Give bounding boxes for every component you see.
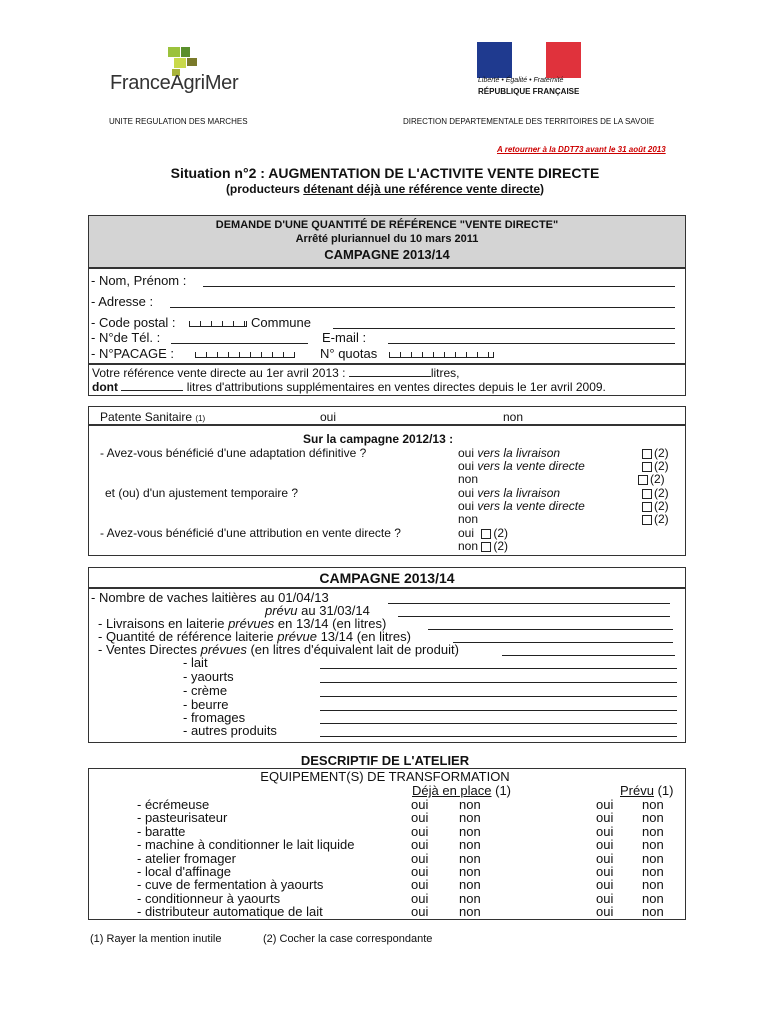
- prevu-non[interactable]: non: [642, 823, 664, 839]
- deja-oui[interactable]: oui: [411, 823, 429, 839]
- deja-non[interactable]: non: [459, 877, 481, 893]
- product-autres: - autres produits: [183, 723, 277, 738]
- prevu-oui[interactable]: oui: [596, 877, 614, 893]
- prevu-non[interactable]: non: [642, 837, 664, 853]
- product-lait: - lait: [183, 655, 208, 670]
- pacage-field[interactable]: [195, 352, 295, 358]
- return-note: A retourner à la DDT73 avant le 31 août 2013: [497, 145, 666, 154]
- footnote-2: (2) Cocher la case correspondante: [263, 933, 433, 945]
- atelier-subheading: EQUIPEMENT(S) DE TRANSFORMATION: [260, 769, 510, 784]
- vaches-field[interactable]: [388, 590, 670, 604]
- equipment-label: - conditionneur à yaourts: [137, 890, 281, 906]
- deja-oui[interactable]: oui: [411, 850, 429, 866]
- rep-motto: Liberté • Égalité • Fraternité: [478, 77, 564, 84]
- prevu-non[interactable]: non: [642, 810, 664, 826]
- email-label: E-mail :: [322, 330, 367, 345]
- address-field[interactable]: [170, 294, 675, 308]
- deja-non[interactable]: non: [459, 797, 481, 812]
- q3-oui[interactable]: oui (2): [458, 526, 509, 540]
- livraisons-label: - Livraisons en laiterie prévues en 13/14 (en litres): [98, 616, 387, 631]
- franceagrimer-wordmark: FranceAgriMer: [110, 72, 239, 94]
- deja-oui[interactable]: oui: [411, 837, 429, 853]
- right-unit: DIRECTION DEPARTEMENTALE DES TERRITOIRES DE LA SAVOIE: [403, 117, 655, 126]
- q-ajustement: et (ou) d'un ajustement temporaire ?: [105, 486, 299, 500]
- q1-cb2[interactable]: (2): [642, 459, 669, 473]
- q-adaptation: - Avez-vous bénéficié d'une adaptation définitive ?: [100, 446, 367, 460]
- prevu-non[interactable]: non: [642, 877, 664, 893]
- vaches-prevu-field[interactable]: [398, 603, 670, 617]
- quotas-field[interactable]: [389, 352, 494, 358]
- q2-oui-vente[interactable]: oui vers la vente directe: [458, 499, 585, 513]
- postal-field[interactable]: [189, 321, 247, 327]
- page-subtitle: (producteurs détenant déjà une référence vente directe): [225, 182, 545, 196]
- deja-oui[interactable]: oui: [411, 904, 429, 920]
- left-unit: UNITE REGULATION DES MARCHES: [109, 117, 248, 126]
- product-fromages-field[interactable]: [320, 710, 677, 724]
- product-creme: - crème: [183, 683, 228, 698]
- ventes-field[interactable]: [502, 642, 675, 656]
- name-label: - Nom, Prénom :: [91, 273, 187, 288]
- vaches-prevu-label: prévu au 31/03/14: [265, 603, 370, 618]
- prevu-oui[interactable]: oui: [596, 890, 614, 906]
- q3-non[interactable]: non (2): [458, 539, 509, 553]
- prevu-oui[interactable]: oui: [596, 823, 614, 839]
- vaches-label: - Nombre de vaches laitières au 01/04/13: [91, 590, 329, 605]
- q-attribution: - Avez-vous bénéficié d'une attribution en vente directe ?: [100, 526, 401, 540]
- prevu-oui[interactable]: oui: [596, 797, 614, 812]
- name-field[interactable]: [203, 273, 675, 287]
- prevu-oui[interactable]: oui: [596, 837, 614, 853]
- prevu-oui[interactable]: oui: [596, 850, 614, 866]
- deja-non[interactable]: non: [459, 837, 481, 853]
- prevu-oui[interactable]: oui: [596, 810, 614, 826]
- prevu-non[interactable]: non: [642, 864, 664, 879]
- equipment-label: - machine à conditionner le lait liquide: [137, 837, 355, 853]
- address-label: - Adresse :: [91, 294, 154, 309]
- deja-oui[interactable]: oui: [411, 890, 429, 906]
- prevu-non[interactable]: non: [642, 797, 664, 812]
- campaign-1314-heading: CAMPAGNE 2013/14: [319, 570, 455, 586]
- col-prevu: Prévu (1): [620, 783, 674, 798]
- email-field[interactable]: [388, 330, 675, 344]
- product-autres-field[interactable]: [320, 723, 677, 737]
- q1-non[interactable]: non: [458, 472, 479, 486]
- q1-oui-vente[interactable]: oui vers la vente directe: [458, 459, 585, 473]
- prevu-non[interactable]: non: [642, 890, 664, 906]
- product-beurre: - beurre: [183, 697, 229, 712]
- prevu-non[interactable]: non: [642, 850, 664, 866]
- quotas-label: N° quotas: [320, 346, 378, 361]
- page-title: Situation n°2 : AUGMENTATION DE L'ACTIVITE VENTE DIRECTE: [170, 165, 600, 181]
- q2-oui-livraison[interactable]: oui vers la livraison: [458, 486, 561, 500]
- pacage-label: - N°PACAGE :: [91, 346, 174, 361]
- deja-non[interactable]: non: [459, 850, 481, 866]
- quantite-field[interactable]: [453, 629, 673, 643]
- deja-oui[interactable]: oui: [411, 810, 429, 826]
- request-line1: DEMANDE D'UNE QUANTITÉ DE RÉFÉRENCE "VENTE DIRECTE": [215, 219, 559, 231]
- prevu-non[interactable]: non: [642, 904, 664, 920]
- product-fromages: - fromages: [183, 710, 246, 725]
- deja-oui[interactable]: oui: [411, 797, 429, 812]
- patente-label: Patente Sanitaire (1): [100, 410, 206, 424]
- prevu-oui[interactable]: oui: [596, 904, 614, 920]
- atelier-heading: DESCRIPTIF DE L'ATELIER: [300, 753, 470, 768]
- q2-cb3[interactable]: (2): [642, 512, 669, 526]
- equipment-label: - cuve de fermentation à yaourts: [137, 877, 324, 893]
- equipment-label: - local d'affinage: [137, 864, 232, 879]
- deja-non[interactable]: non: [459, 864, 481, 879]
- equipment-label: - pasteurisateur: [137, 810, 228, 826]
- equipment-label: - baratte: [137, 823, 186, 839]
- q1-oui-livraison[interactable]: oui vers la livraison: [458, 446, 561, 460]
- reference-line2: dont litres d'attributions supplémentaires en ventes directes depuis le 1er avril 2009.: [92, 380, 606, 394]
- postal-label: - Code postal :: [91, 315, 176, 330]
- product-lait-field[interactable]: [320, 655, 677, 669]
- livraisons-field[interactable]: [428, 616, 673, 630]
- product-yaourts: - yaourts: [183, 669, 234, 684]
- product-yaourts-field[interactable]: [320, 669, 677, 683]
- commune-label: Commune: [251, 315, 311, 330]
- footnote-1: (1) Rayer la mention inutile: [90, 933, 222, 945]
- deja-oui[interactable]: oui: [411, 877, 429, 893]
- reference-line1: Votre référence vente directe au 1er avril 2013 : litres,: [92, 366, 460, 380]
- campaign-1213-heading: Sur la campagne 2012/13 :: [303, 432, 454, 446]
- q2-cb2[interactable]: (2): [642, 499, 669, 513]
- request-line2: Arrêté pluriannuel du 10 mars 2011: [295, 233, 479, 245]
- deja-non[interactable]: non: [459, 810, 481, 826]
- patente-no[interactable]: non: [503, 410, 524, 424]
- q1-cb3[interactable]: (2): [638, 472, 665, 486]
- request-line3: CAMPAGNE 2013/14: [324, 247, 450, 262]
- deja-oui[interactable]: oui: [411, 864, 429, 879]
- equipment-label: - écrémeuse: [137, 797, 210, 812]
- equipment-label: - atelier fromager: [137, 850, 236, 866]
- q2-cb1[interactable]: (2): [642, 486, 669, 500]
- col-deja: Déjà en place (1): [412, 783, 512, 798]
- product-creme-field[interactable]: [320, 683, 677, 697]
- patente-yes[interactable]: oui: [320, 410, 337, 424]
- prevu-oui[interactable]: oui: [596, 864, 614, 879]
- deja-non[interactable]: non: [459, 823, 481, 839]
- phone-field[interactable]: [171, 330, 308, 344]
- commune-field[interactable]: [333, 315, 675, 329]
- rep-name: RÉPUBLIQUE FRANÇAISE: [478, 87, 580, 96]
- q1-cb1[interactable]: (2): [642, 446, 669, 460]
- quantite-label: - Quantité de référence laiterie prévue 13/14 (en litres): [98, 629, 411, 644]
- product-beurre-field[interactable]: [320, 697, 677, 711]
- deja-non[interactable]: non: [459, 904, 481, 920]
- equipment-label: - distributeur automatique de lait: [137, 904, 323, 920]
- ventes-label: - Ventes Directes prévues (en litres d'équivalent lait de produit): [98, 642, 459, 657]
- deja-non[interactable]: non: [459, 890, 481, 906]
- phone-label: - N°de Tél. :: [91, 330, 161, 345]
- q2-non[interactable]: non: [458, 512, 479, 526]
